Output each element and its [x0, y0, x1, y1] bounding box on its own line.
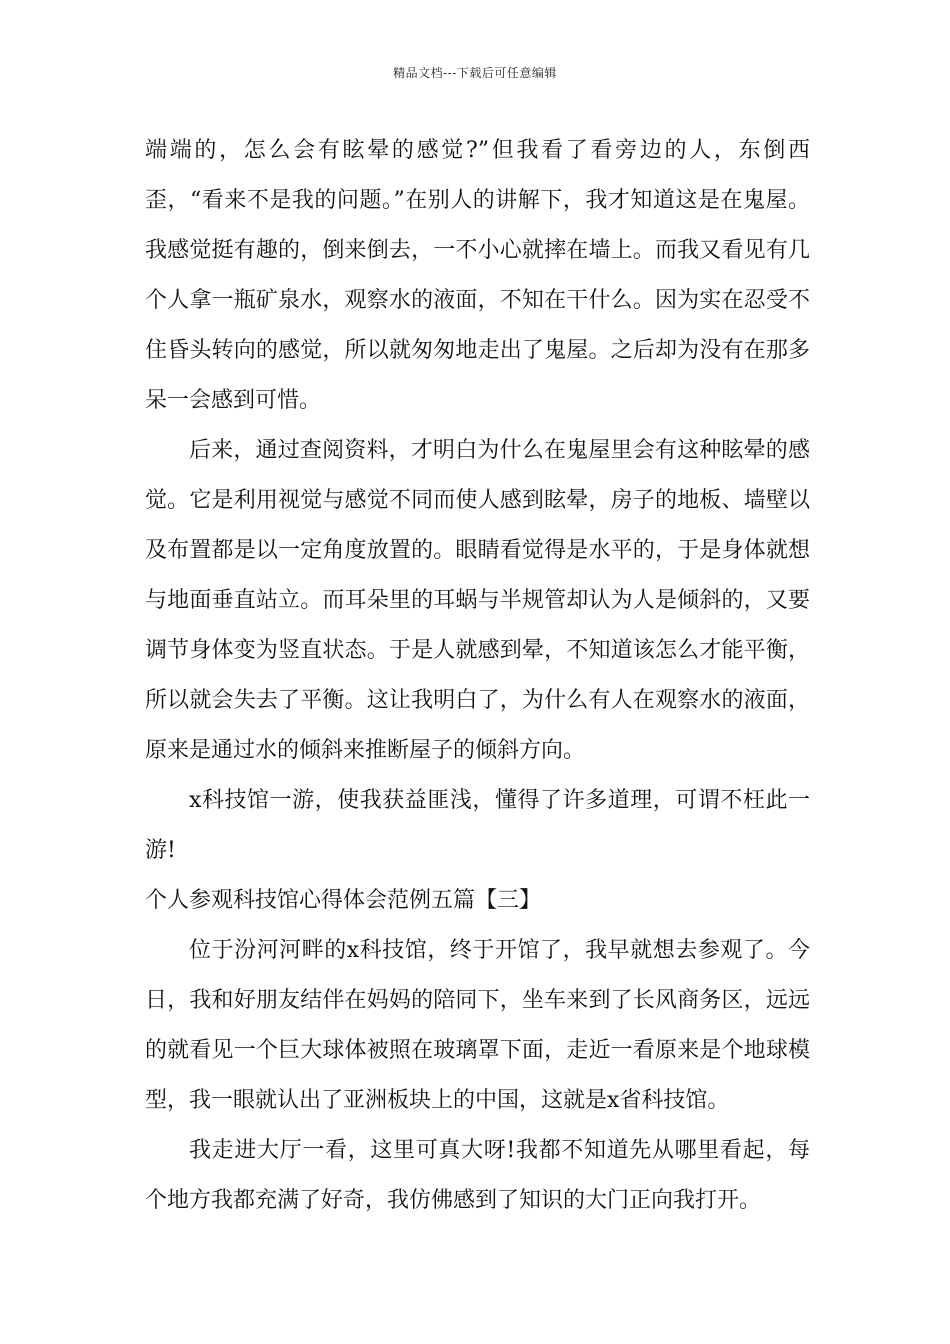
paragraph-3: x科技馆一游，使我获益匪浅，懂得了许多道理，可谓不枉此一游!: [145, 788, 810, 863]
paragraph-5: 我走进大厅一看，这里可真大呀!我都不知道先从哪里看起，每个地方我都充满了好奇，我仿佛感到了知识的大门正向我打开。: [145, 1138, 810, 1213]
paragraph-1: 端端的，怎么会有眩晕的感觉?”但我看了看旁边的人，东倒西歪，“看来不是我的问题。”在别人的讲解下，我才知道这是在鬼屋。我感觉挺有趣的，倒来倒去，一不小心就摔在墙上。而我又看见有几个人拿一瓶矿泉水，观察水的液面，不知在干什么。因为实在忍受不住昏头转向的感觉，所以就匆匆地走出了鬼屋。之后却为没有在那多呆一会感到可惜。: [145, 138, 810, 413]
paragraph-4: 位于汾河河畔的x科技馆，终于开馆了，我早就想去参观了。今日，我和好朋友结伴在妈妈的陪同下，坐车来到了长风商务区，远远的就看见一个巨大球体被照在玻璃罩下面，走近一看原来是个地球模型，我一眼就认出了亚洲板块上的中国，这就是x省科技馆。: [145, 938, 810, 1113]
paragraph-2: 后来，通过查阅资料，才明白为什么在鬼屋里会有这种眩晕的感觉。它是利用视觉与感觉不同而使人感到眩晕，房子的地板、墙壁以及布置都是以一定角度放置的。眼睛看觉得是水平的，于是身体就想与地面垂直站立。而耳朵里的耳蜗与半规管却认为人是倾斜的，又要调节身体变为竖直状态。于是人就感到晕，不知道该怎么才能平衡，所以就会失去了平衡。这让我明白了，为什么有人在观察水的液面，原来是通过水的倾斜来推断屋子的倾斜方向。: [145, 438, 810, 763]
document-body: [145, 126, 810, 1226]
page-header: 精品文档---下载后可任意编辑: [393, 66, 557, 80]
section-title: 个人参观科技馆心得体会范例五篇【三】: [145, 888, 542, 913]
